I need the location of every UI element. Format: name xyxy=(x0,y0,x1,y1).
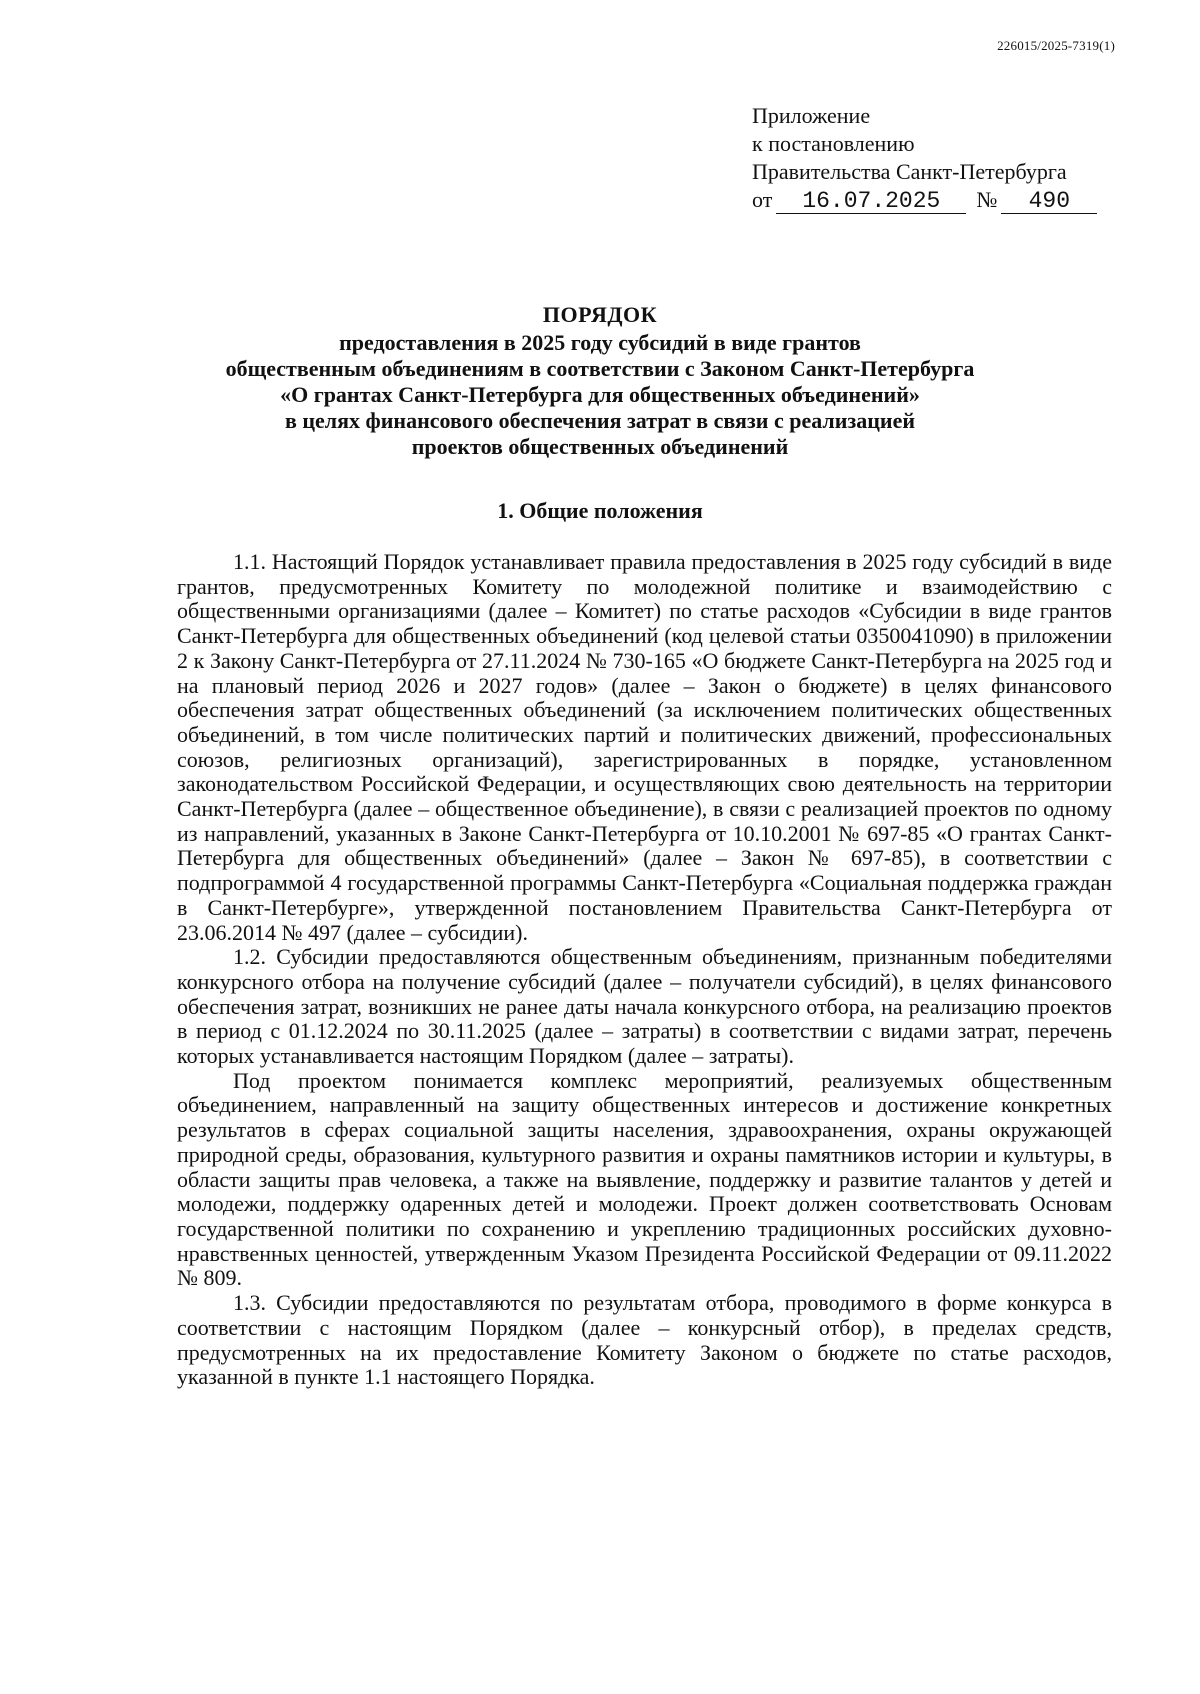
date-prefix: от xyxy=(752,187,773,212)
resolution-number: 490 xyxy=(1001,189,1097,214)
document-id: 226015/2025-7319(1) xyxy=(997,38,1115,53)
title-line: проектов общественных объединений xyxy=(411,434,789,459)
paragraph-project-definition: Под проектом понимается комплекс мероприятий, реализуемых общественным объединением, направленный на защиту общественных интересов и достижение конкретных результатов в сферах социальной защиты населения, здравоохранения, охраны окружающей природной среды, образования, культурного развития и охраны памятников истории и культуры, в области защиты прав человека, а также на выявление, поддержку и развитие талантов у детей и молодежи, поддержку одаренных детей и молодежи. Проект должен соответствовать Основам государственной политики по сохранению и укреплению традиционных российских духовно-нравственных ценностей, утвержденным Указом Президента Российской Федерации от 09.11.2022 № 809. xyxy=(177,1067,1112,1291)
title-line: «О грантах Санкт-Петербурга для общественных объединений» xyxy=(280,382,920,407)
section-heading: 1. Общие положения xyxy=(497,498,703,523)
title-line: общественным объединениям в соответствии с Законом Санкт-Петербурга xyxy=(225,356,975,381)
appendix-line-3: Правительства Санкт-Петербурга xyxy=(752,159,1067,184)
appendix-line-1: Приложение xyxy=(752,103,871,128)
document-title xyxy=(180,302,1020,460)
appendix-line-2: к постановлению xyxy=(752,131,915,156)
appendix-block xyxy=(752,102,1097,214)
appendix-date-line xyxy=(752,186,1097,214)
title-main: ПОРЯДОК xyxy=(542,302,658,327)
title-line: предоставления в 2025 году субсидий в виде грантов xyxy=(339,330,861,355)
number-sign: № xyxy=(976,187,998,212)
resolution-date: 16.07.2025 xyxy=(776,189,966,214)
paragraph-1-3: 1.3. Субсидии предоставляются по результатам отбора, проводимого в форме конкурса в соответствии с настоящим Порядком (далее – конкурсный отбор), в пределах средств, предусмотренных на их предоставление Комитету Законом о бюджете по статье расходов, указанной в пункте 1.1 настоящего Порядка. xyxy=(177,1290,1112,1390)
section-body xyxy=(177,550,1112,1390)
paragraph-1-1: 1.1. Настоящий Порядок устанавливает правила предоставления в 2025 году субсидий в виде грантов, предусмотренных Комитету по молодежной политике и взаимодействию с общественными организациями (далее – Комитет) по статье расходов «Субсидии в виде грантов Санкт-Петербурга для общественных объединений (код целевой статьи 0350041090) в приложении 2 к Закону Санкт-Петербурга от 27.11.2024 № 730-165 «О бюджете Санкт-Петербурга на 2025 год и на плановый период 2026 и 2027 годов» (далее – Закон о бюджете) в целях финансового обеспечения затрат общественных объединений (за исключением политических общественных объединений, в том числе политических партий и политических движений, профессиональных союзов, религиозных организаций), зарегистрированных в порядке, установленном законодательством Российской Федерации, и осуществляющих свою деятельность на территории Санкт-Петербурга (далее – общественное объединение), в связи с реализацией проектов по одному из направлений, указанных в Законе Санкт-Петербурга от 10.10.2001 № 697-85 «О грантах Санкт-Петербурга для общественных объединений» (далее – Закон № 697-85), в соответствии с подпрограммой 4 государственной программы Санкт-Петербурга «Социальная поддержка граждан в Санкт-Петербурге», утвержденной постановлением Правительства Санкт-Петербурга от 23.06.2014 № 497 (далее – субсидии). xyxy=(177,549,1112,945)
paragraph-1-2: 1.2. Субсидии предоставляются общественным объединениям, признанным победителями конкурсного отбора на получение субсидий (далее – получатели субсидий), в целях финансового обеспечения затрат, возникших не ранее даты начала конкурсного отбора, на реализацию проектов в период с 01.12.2024 по 30.11.2025 (далее – затраты) в соответствии с видами затрат, перечень которых устанавливается настоящим Порядком (далее – затраты). xyxy=(177,944,1112,1069)
title-line: в целях финансового обеспечения затрат в связи с реализацией xyxy=(284,408,916,433)
